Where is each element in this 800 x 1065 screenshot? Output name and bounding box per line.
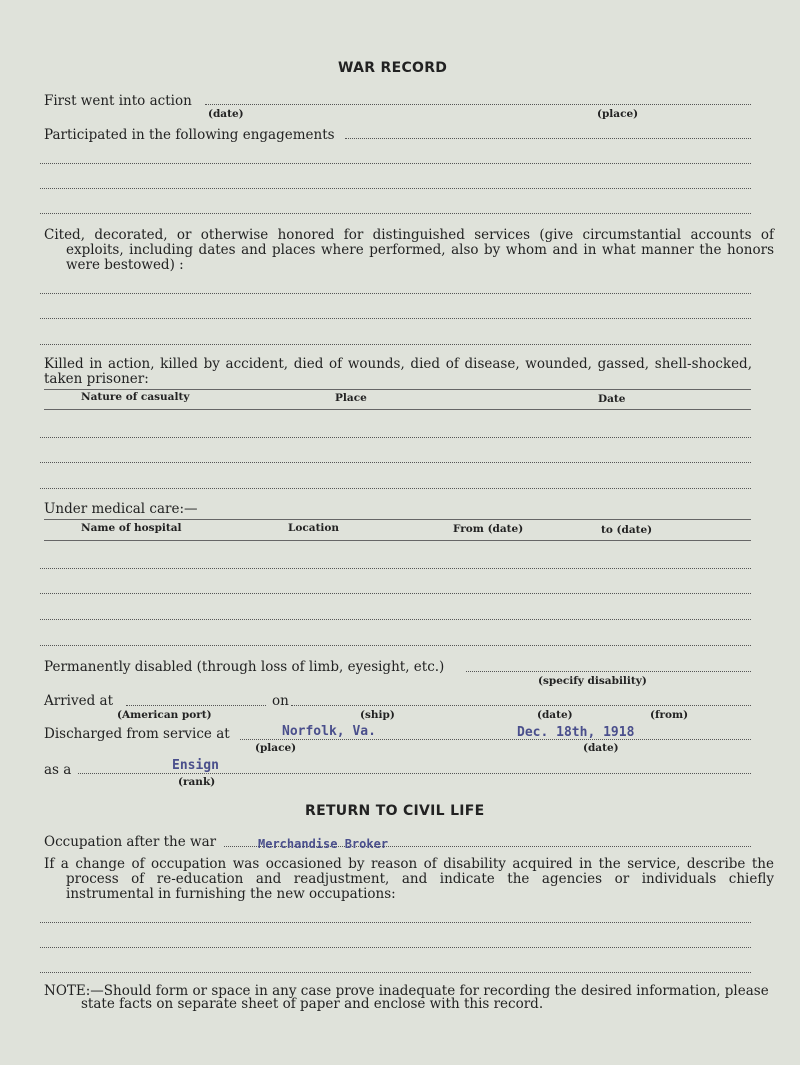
medical-line[interactable] bbox=[40, 645, 751, 646]
medical-header-top-rule bbox=[44, 519, 751, 520]
change-occupation-paragraph: If a change of occupation was occasioned by reason of disability acquired in the service, describe the process of re-education and readjustment, and indicate the agencies or individuals chiefly instrumental in furnishing the new occupations: bbox=[44, 856, 774, 902]
discharged-label: Discharged from service at bbox=[44, 726, 230, 742]
medical-care-label: Under medical care:— bbox=[44, 501, 198, 517]
casualty-header-bottom-rule bbox=[44, 409, 751, 410]
war-record-title: WAR RECORD bbox=[338, 60, 448, 76]
medical-header-bottom-rule bbox=[44, 540, 751, 541]
first-action-label: First went into action bbox=[44, 93, 192, 109]
occupation-label: Occupation after the war bbox=[44, 834, 217, 850]
engagements-field[interactable] bbox=[345, 138, 751, 139]
rank-value: Ensign bbox=[172, 758, 219, 773]
first-action-field[interactable] bbox=[205, 104, 751, 105]
ship-caption: (ship) bbox=[360, 709, 395, 721]
medical-line[interactable] bbox=[40, 568, 751, 569]
cited-paragraph: Cited, decorated, or otherwise honored for distinguished services (give circumstantial accounts of exploits, including dates and places where performed, also by whom and in what manner the honors were bestowed) : bbox=[44, 227, 774, 273]
medical-header-location: Location bbox=[288, 522, 340, 534]
medical-header-from: From (date) bbox=[453, 523, 524, 535]
casualty-header-nature: Nature of casualty bbox=[81, 391, 190, 403]
disabled-label: Permanently disabled (through loss of limb, eyesight, etc.) bbox=[44, 659, 445, 675]
medical-line[interactable] bbox=[40, 619, 751, 620]
arrived-ship-field[interactable] bbox=[291, 705, 751, 706]
discharged-date-caption: (date) bbox=[583, 742, 619, 754]
casualty-header-date: Date bbox=[598, 393, 626, 405]
discharged-date-value: Dec. 18th, 1918 bbox=[517, 725, 635, 740]
on-label: on bbox=[272, 693, 289, 709]
cited-line[interactable] bbox=[40, 344, 751, 345]
engagements-line[interactable] bbox=[40, 163, 751, 164]
medical-header-to: to (date) bbox=[601, 524, 653, 536]
casualty-header-top-rule bbox=[44, 389, 751, 390]
change-line[interactable] bbox=[40, 922, 751, 923]
date-caption: (date) bbox=[208, 108, 244, 120]
discharged-place-caption: (place) bbox=[255, 742, 297, 754]
arrived-port-field[interactable] bbox=[126, 705, 266, 706]
rank-field[interactable] bbox=[78, 773, 751, 774]
casualty-line[interactable] bbox=[40, 462, 751, 463]
arrived-label: Arrived at bbox=[44, 693, 113, 709]
casualty-paragraph: Killed in action, killed by accident, died of wounds, died of disease, wounded, gassed, shell-shocked, taken prisoner: bbox=[44, 356, 752, 387]
occupation-value: Merchandise Broker bbox=[258, 837, 389, 851]
discharged-field[interactable] bbox=[240, 739, 751, 740]
rank-caption: (rank) bbox=[178, 776, 216, 788]
medical-header-hospital: Name of hospital bbox=[81, 522, 182, 534]
place-caption: (place) bbox=[597, 108, 639, 120]
cited-line[interactable] bbox=[40, 293, 751, 294]
engagements-label: Participated in the following engagements bbox=[44, 127, 335, 143]
disability-field[interactable] bbox=[466, 671, 751, 672]
casualty-line[interactable] bbox=[40, 437, 751, 438]
from-caption: (from) bbox=[650, 709, 689, 721]
discharged-place-value: Norfolk, Va. bbox=[282, 724, 376, 739]
engagements-line[interactable] bbox=[40, 188, 751, 189]
civil-life-title: RETURN TO CIVIL LIFE bbox=[305, 803, 485, 819]
arrival-date-caption: (date) bbox=[537, 709, 573, 721]
engagements-line[interactable] bbox=[40, 213, 751, 214]
cited-line[interactable] bbox=[40, 318, 751, 319]
note-paragraph: NOTE:—Should form or space in any case prove inadequate for recording the desired information, please state facts on separate sheet of paper and enclose with this record. bbox=[44, 983, 769, 1012]
as-a-label: as a bbox=[44, 762, 72, 778]
medical-line[interactable] bbox=[40, 593, 751, 594]
change-line[interactable] bbox=[40, 947, 751, 948]
american-port-caption: (American port) bbox=[117, 709, 212, 721]
casualty-header-place: Place bbox=[335, 392, 367, 404]
disability-caption: (specify disability) bbox=[538, 675, 647, 687]
change-line[interactable] bbox=[40, 972, 751, 973]
casualty-line[interactable] bbox=[40, 488, 751, 489]
